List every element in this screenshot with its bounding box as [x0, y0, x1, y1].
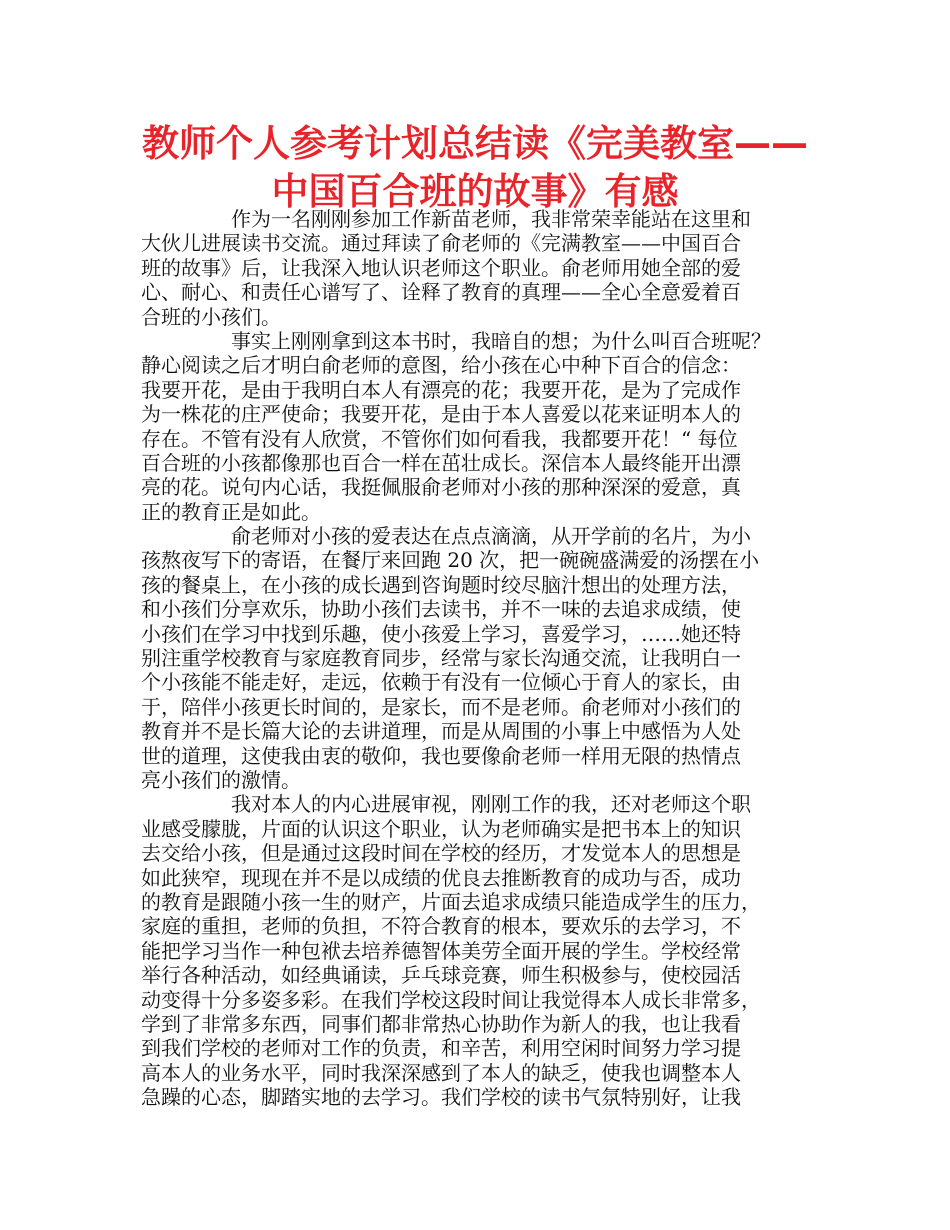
paragraph-line: 孩的餐桌上，在小孩的成长遇到咨询题时绞尽脑汁想出的处理方法，	[141, 572, 741, 597]
paragraph-line: 大伙儿进展读书交流。通过拜读了俞老师的《完满教室——中国百合	[141, 231, 741, 256]
paragraph-line: 为一株花的庄严使命；我要开花，是由于本人喜爱以花来证明本人的	[141, 402, 741, 427]
paragraph-line: 正的教育正是如此。	[141, 499, 321, 524]
paragraph-line: 如此狭窄，现现在并不是以成绩的优良去推断教育的成功与否，成功	[141, 865, 741, 890]
paragraph-line: 动变得十分多姿多彩。在我们学校这段时间让我觉得本人成长非常多，	[141, 987, 761, 1012]
paragraph-line: 孩熬夜写下的寄语，在餐厅来回跑 20 次，把一碗碗盛满爱的汤摆在小	[141, 548, 760, 573]
paragraph-line: 亮的花。说句内心话，我挺佩服俞老师对小孩的那种深深的爱意，真	[141, 475, 741, 500]
paragraph-line: 业感受朦胧，片面的认识这个职业，认为老师确实是把书本上的知识	[141, 816, 741, 841]
paragraph-line: 班的故事》后，让我深入地认识老师这个职业。俞老师用她全部的爱	[141, 255, 741, 280]
paragraph-line: 教育并不是长篇大论的去讲道理，而是从周围的小事上中感悟为人处	[141, 719, 741, 744]
paragraph-line: 和小孩们分享欢乐，协助小孩们去读书，并不一味的去追求成绩，使	[141, 597, 741, 622]
paragraph-line: 去交给小孩，但是通过这段时间在学校的经历，才发觉本人的思想是	[141, 841, 741, 866]
paragraph-line: 世的道理，这使我由衷的敬仰，我也要像俞老师一样用无限的热情点	[141, 743, 741, 768]
paragraph-line: 作为一名刚刚参加工作新苗老师，我非常荣幸能站在这里和	[231, 207, 751, 231]
paragraph-line: 到我们学校的老师对工作的负责，和辛苦，利用空闲时间努力学习提	[141, 1036, 741, 1061]
paragraph-line: 个小孩能不能走好，走远，依赖于有没有一位倾心于育人的家长，由	[141, 670, 741, 695]
paragraph-line: 于，陪伴小孩更长时间的，是家长，而不是老师。俞老师对小孩们的	[141, 694, 741, 719]
paragraph-line: 合班的小孩们。	[141, 304, 281, 329]
paragraph	[141, 329, 831, 524]
paragraph	[141, 792, 831, 1109]
paragraph-line: 静心阅读之后才明白俞老师的意图，给小孩在心中种下百合的信念：	[141, 353, 741, 378]
paragraph-line: 我对本人的内心进展审视，刚刚工作的我，还对老师这个职	[231, 792, 751, 817]
document-body	[141, 207, 831, 1109]
title-line: 中国百合班的故事》有感	[271, 170, 679, 213]
title-line: 教师个人参考计划总结读《完美教室——	[142, 122, 808, 165]
paragraph-line: 举行各种活动，如经典诵读，乒乓球竞赛，师生积极参与，使校园活	[141, 963, 741, 988]
paragraph-line: 学到了非常多东西，同事们都非常热心协助作为新人的我，也让我看	[141, 1011, 741, 1036]
paragraph-line: 高本人的业务水平，同时我深深感到了本人的缺乏，使我也调整本人	[141, 1060, 741, 1085]
paragraph	[141, 207, 831, 329]
paragraph-line: 俞老师对小孩的爱表达在点点滴滴，从开学前的名片，为小	[231, 524, 751, 549]
paragraph-line: 小孩们在学习中找到乐趣，使小孩爱上学习，喜爱学习，……她还特	[141, 621, 741, 646]
paragraph-line: 我要开花，是由于我明白本人有漂亮的花；我要开花，是为了完成作	[141, 377, 741, 402]
paragraph-line: 存在。不管有没有人欣赏，不管你们如何看我，我都要开花！“ 每位	[141, 426, 738, 451]
paragraph	[141, 524, 831, 792]
paragraph-line: 事实上刚刚拿到这本书时，我暗自的想；为什么叫百合班呢？	[231, 328, 771, 353]
paragraph-line: 急躁的心态，脚踏实地的去学习。我们学校的读书气氛特别好，让我	[141, 1085, 741, 1110]
paragraph-line: 家庭的重担，老师的负担，不符合教育的根本，要欢乐的去学习，不	[141, 914, 741, 939]
paragraph-line: 百合班的小孩都像那也百合一样在茁壮成长。深信本人最终能开出漂	[141, 450, 741, 475]
document-title	[0, 120, 950, 216]
paragraph-line: 别注重学校教育与家庭教育同步，经常与家长沟通交流，让我明白一	[141, 646, 741, 671]
paragraph-line: 的教育是跟随小孩一生的财产，片面去追求成绩只能造成学生的压力，	[141, 889, 761, 914]
paragraph-line: 能把学习当作一种包袱去培养德智体美劳全面开展的学生。学校经常	[141, 938, 741, 963]
paragraph-line: 亮小孩们的激情。	[141, 767, 301, 792]
paragraph-line: 心、耐心、和责任心谱写了、诠释了教育的真理——全心全意爱着百	[141, 280, 741, 305]
